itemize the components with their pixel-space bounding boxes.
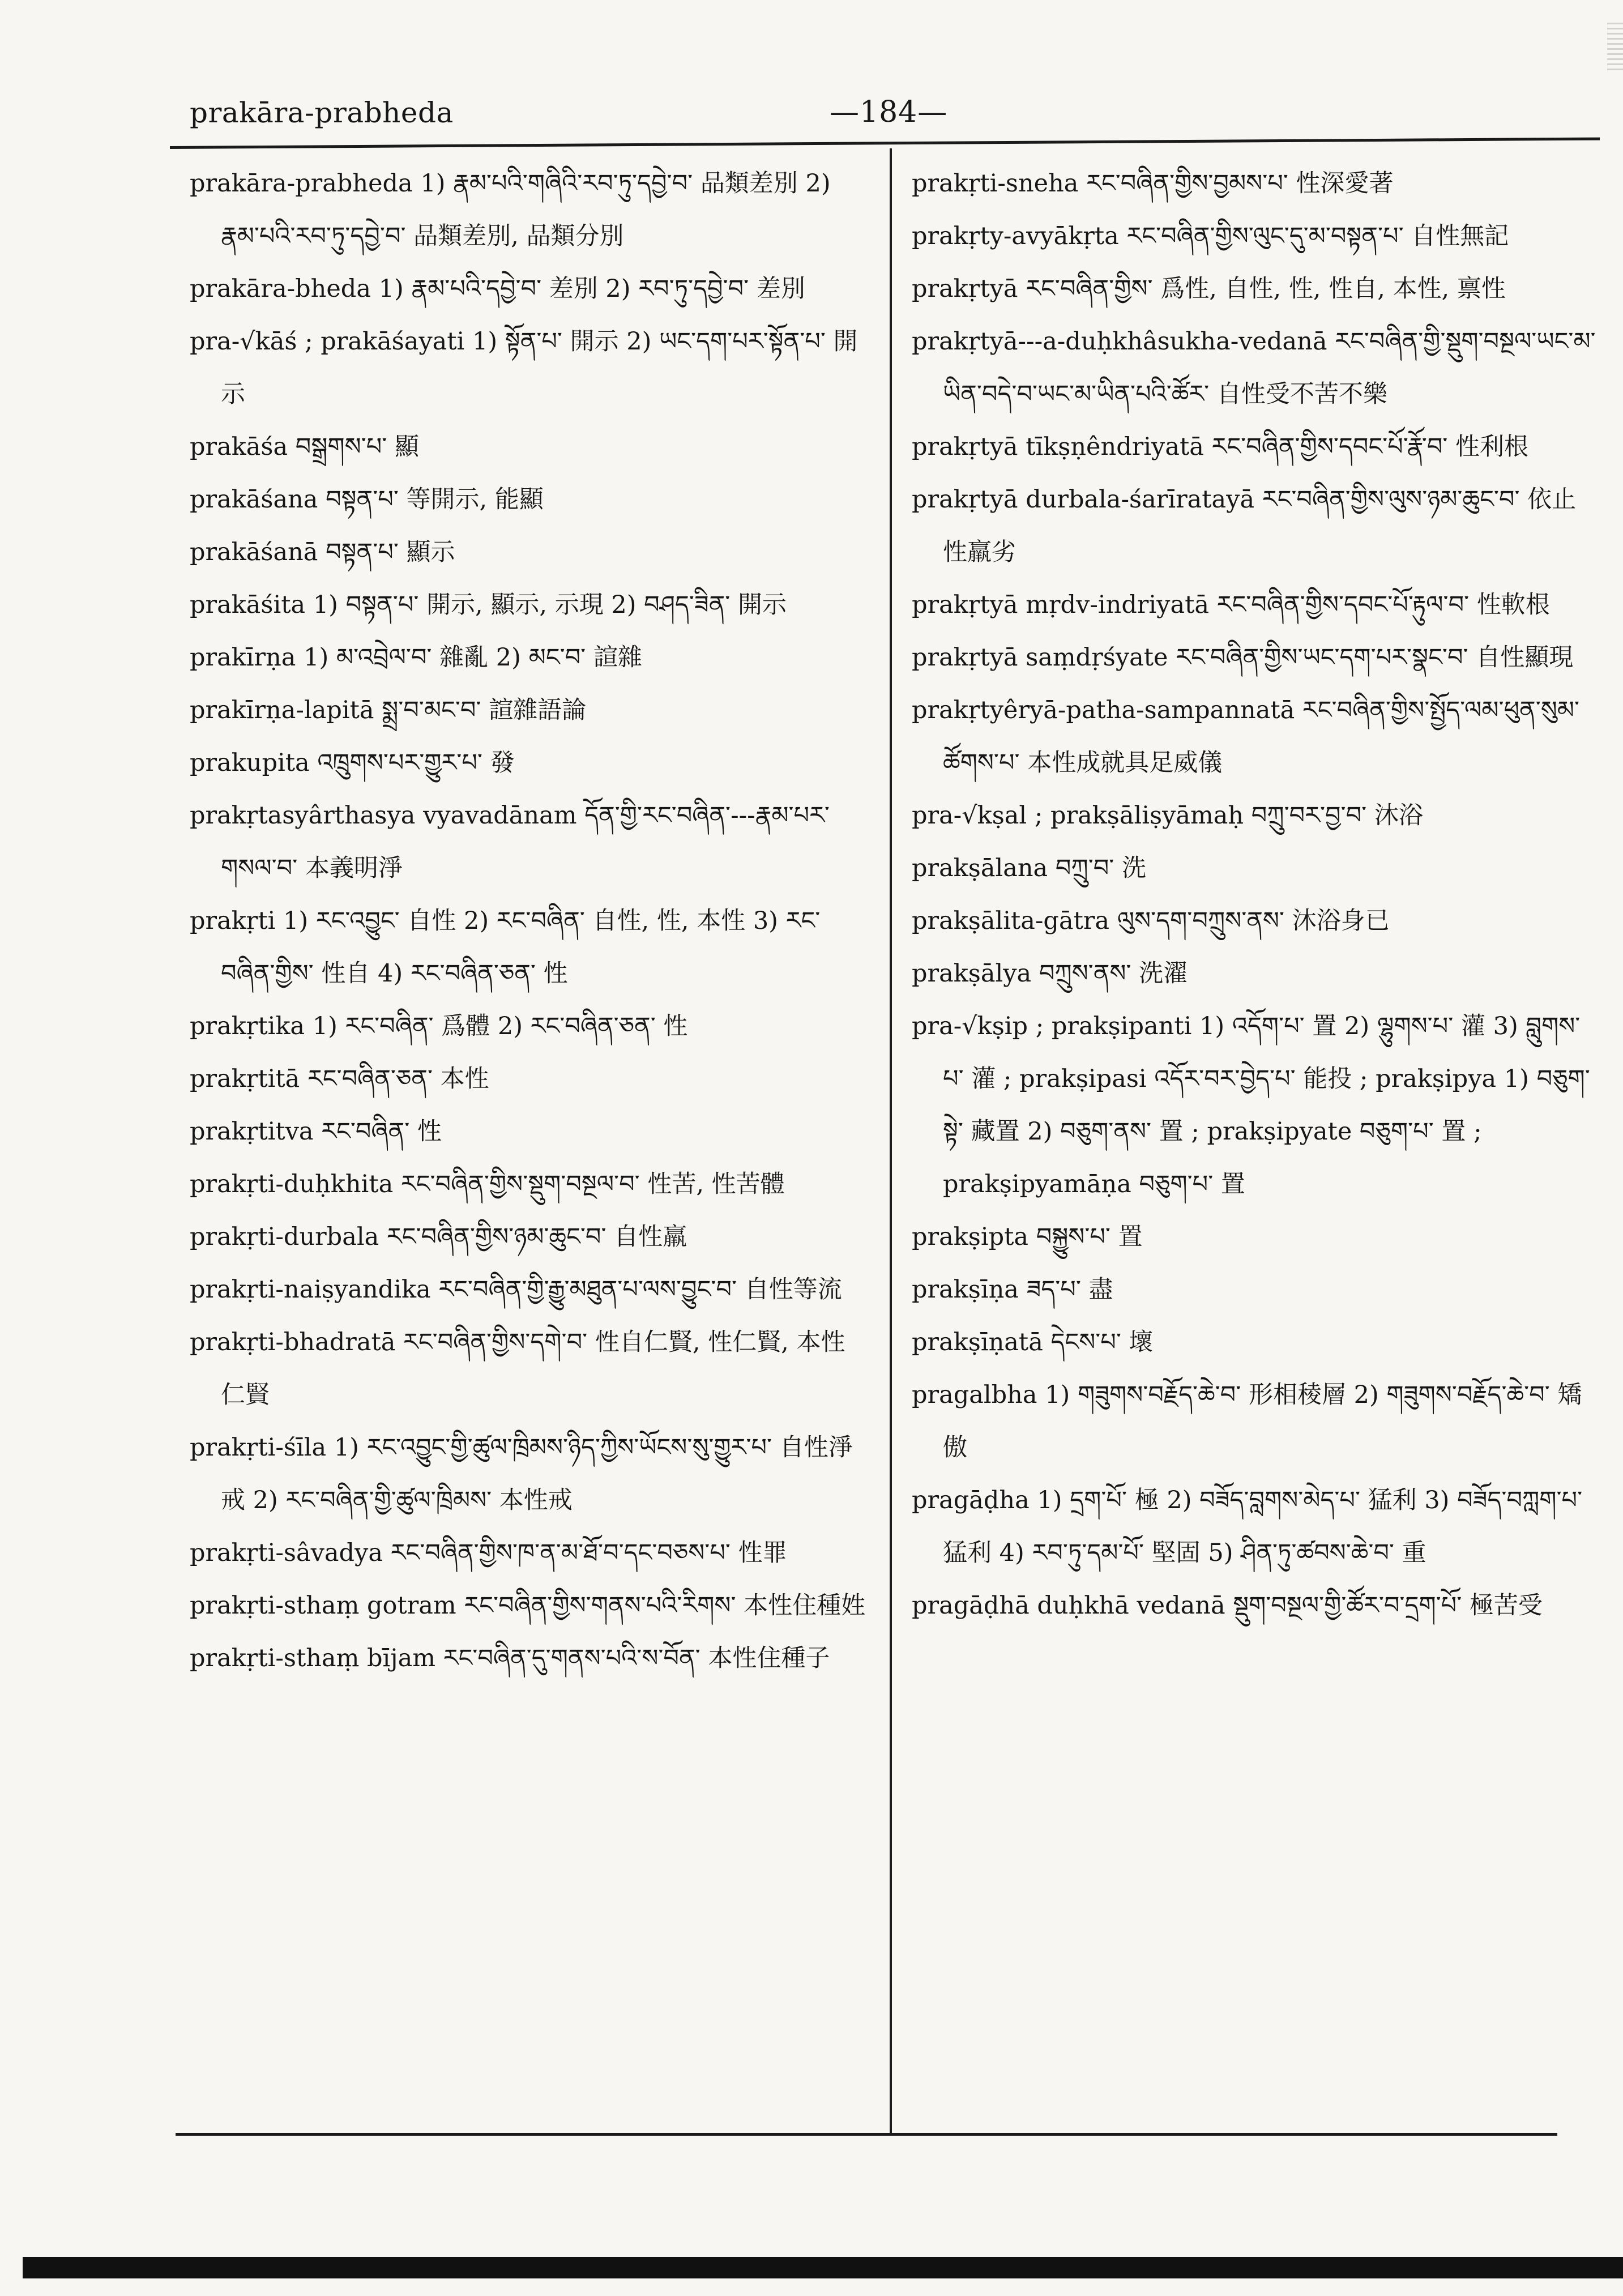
dictionary-entry: prakṛtyā རང་བཞིན་གྱིས་ 爲性, 自性, 性, 性自, 本性, 禀性 <box>912 275 1506 303</box>
top-rule <box>170 138 1600 149</box>
dictionary-entry: prakupita འཁྲུགས་པར་གྱུར་པ་ 發 <box>190 749 515 777</box>
dictionary-entry: prakṣālana བཀྲུ་བ་ 洗 <box>912 854 1146 882</box>
dictionary-entry: prakāśana བསྟན་པ་ 等開示, 能顯 <box>190 485 544 514</box>
dictionary-entry: pra-√kṣal ; prakṣāliṣyāmaḥ བཀྲུ་བར་བྱ་བ་ 沐浴 <box>912 801 1423 830</box>
dictionary-entry: prakṛtika 1) རང་བཞིན་ 爲體 2) རང་བཞིན་ཅན་ 性 <box>190 1012 688 1040</box>
dictionary-entry: prakāra-bheda 1) རྣམ་པའི་དབྱེ་བ་ 差別 2) རབ་ཏུ་དབྱེ་བ་ 差別 <box>190 275 805 303</box>
dictionary-entry: prakṛty-avyākṛta རང་བཞིན་གྱིས་ལུང་དུ་མ་བསྟན་པ་ 自性無記 <box>912 222 1509 250</box>
dictionary-entry: prakṛtyā durbala-śarīratayā རང་བཞིན་གྱིས་ལུས་ཉམ་ཆུང་བ་ 依止性羸劣 <box>912 485 1577 566</box>
dictionary-entry: prakṛtyêryā-patha-sampannatā རང་བཞིན་གྱིས་སྤྱོད་ལམ་ཕུན་སུམ་ཚོགས་པ་ 本性成就具足威儀 <box>912 696 1579 777</box>
dictionary-entry: pra-√kāś ; prakāśayati 1) སྟོན་པ་ 開示 2) ཡང་དག་པར་སྟོན་པ་ 開示 <box>190 327 858 408</box>
bottom-rule <box>176 2133 1557 2136</box>
dictionary-entry: prakṛti-bhadratā རང་བཞིན་གྱིས་དགེ་བ་ 性自仁賢, 性仁賢, 本性仁賢 <box>190 1328 845 1409</box>
dictionary-entry: prakāśa བསྒྲགས་པ་ 顯 <box>190 433 419 461</box>
dictionary-entry: prakāra-prabheda 1) རྣམ་པའི་གཞིའི་རབ་ཏུ་དབྱེ་བ་ 品類差別 2) རྣམ་པའི་རབ་ཏུ་དབྱེ་བ་ 品類差別, 品類分別 <box>190 169 831 250</box>
dictionary-entry: prakṛti-naiṣyandika རང་བཞིན་གྱི་རྒྱུ་མཐུན་པ་ལས་བྱུང་བ་ 自性等流 <box>190 1275 842 1304</box>
dictionary-entry: prakāśanā བསྟན་པ་ 顯示 <box>190 538 455 566</box>
dictionary-entry: prakīrṇa 1) མ་འབྲེལ་བ་ 雜亂 2) མང་བ་ 諠雜 <box>190 643 642 672</box>
page-number: —184— <box>830 95 948 129</box>
column-divider <box>890 148 892 2133</box>
dictionary-entry: prakṣīṇatā དེངས་པ་ 壞 <box>912 1328 1154 1356</box>
dictionary-entry: prakṛti-durbala རང་བཞིན་གྱིས་ཉམ་ཆུང་བ་ 自性羸 <box>190 1223 687 1251</box>
dictionary-entry: prakṛtyā mṛdv-indriyatā རང་བཞིན་གྱིས་དབང་པོ་རྟུལ་བ་ 性軟根 <box>912 591 1550 619</box>
running-head: prakāra-prabheda <box>190 96 454 129</box>
scan-edge-speckle <box>1607 23 1623 74</box>
dictionary-entry: prakṛti-duḥkhita རང་བཞིན་གྱིས་སྡུག་བསྔལ་བ་ 性苦, 性苦體 <box>190 1170 785 1198</box>
dictionary-entry: prakṛti-sthaṃ bījam རང་བཞིན་དུ་གནས་པའི་ས་བོན་ 本性住種子 <box>190 1644 830 1672</box>
dictionary-entry: prakṛtitā རང་བཞིན་ཅན་ 本性 <box>190 1065 489 1093</box>
dictionary-entry: pragalbha 1) གཟུགས་བརྗོད་ཆེ་བ་ 形相稜層 2) གཟུགས་བརྗོད་ཆེ་བ་ 矯傲 <box>912 1381 1582 1462</box>
dictionary-entry: prakṛtyā tīkṣṇêndriyatā རང་བཞིན་གྱིས་དབང་པོ་རྣོ་བ་ 性利根 <box>912 433 1529 461</box>
dictionary-entry: prakṣipta བསྐྱུས་པ་ 置 <box>912 1223 1143 1251</box>
dictionary-entry: prakṣālita-gātra ལུས་དག་བཀྲུས་ནས་ 沐浴身已 <box>912 907 1390 935</box>
scan-bottom-band <box>23 2257 1623 2278</box>
dictionary-entry: pra-√kṣip ; prakṣipanti 1) འདོག་པ་ 置 2) ལྷུགས་པ་ 灌 3) བླུགས་པ་ 灌 ; prakṣipasi འདོར་བར་བྱེད་པ་ 能投 ; prakṣipya 1) བཅུག་སྟེ་ 藏置 2) བཅུག་ནས་ 置 ; prakṣipyate བཅུག་པ་ 置 ; prakṣipyamāṇa བཅུག་པ་ 置 <box>912 1012 1590 1198</box>
dictionary-entry: prakṛti-sthaṃ gotram རང་བཞིན་གྱིས་གནས་པའི་རིགས་ 本性住種姓 <box>190 1591 866 1620</box>
dictionary-entry: prakṛtitva རང་བཞིན་ 性 <box>190 1117 442 1146</box>
dictionary-entry: prakṛti 1) རང་འབྱུང་ 自性 2) རང་བཞིན་ 自性, 性, 本性 3) རང་བཞིན་གྱིས་ 性自 4) རང་བཞིན་ཅན་ 性 <box>190 907 821 988</box>
dictionary-entry: pragāḍha 1) དྲག་པོ་ 極 2) བཟོད་བླགས་མེད་པ་ 猛利 3) བཟོད་བཀླག་པ་ 猛利 4) རབ་ཏུ་དམ་པོ་ 堅固 5) ཤིན་ཏུ་ཚབས་ཆེ་བ་ 重 <box>912 1486 1583 1567</box>
dictionary-entry: prakṛtasyârthasya vyavadānam དོན་གྱི་རང་བཞིན་---རྣམ་པར་གསལ་བ་ 本義明淨 <box>190 801 830 882</box>
left-column <box>190 157 869 1685</box>
dictionary-entry: prakṛti-sneha རང་བཞིན་གྱིས་བྱམས་པ་ 性深愛著 <box>912 169 1394 198</box>
dictionary-entry: prakṣīṇa ཟད་པ་ 盡 <box>912 1275 1113 1304</box>
dictionary-entry: prakṛti-śīla 1) རང་འབྱུང་གྱི་ཚུལ་ཁྲིམས་ཉིད་ཀྱིས་ཡོངས་སུ་གྱུར་པ་ 自性淨戒 2) རང་བཞིན་གྱི་ཚུལ་ཁྲིམས་ 本性戒 <box>190 1433 853 1514</box>
dictionary-entry: prakṣālya བཀྲུས་ནས་ 洗濯 <box>912 959 1188 988</box>
right-column <box>912 157 1597 1632</box>
dictionary-entry: pragāḍhā duḥkhā vedanā སྡུག་བསྔལ་གྱི་ཚོར་བ་དྲག་པོ་ 極苦受 <box>912 1591 1543 1620</box>
dictionary-entry: prakṛti-sâvadya རང་བཞིན་གྱིས་ཁ་ན་མ་ཐོ་བ་དང་བཅས་པ་ 性罪 <box>190 1539 787 1567</box>
dictionary-entry: prakṛtyā saṃdṛśyate རང་བཞིན་གྱིས་ཡང་དག་པར་སྣང་བ་ 自性顯現 <box>912 643 1574 672</box>
dictionary-entry: prakāśita 1) བསྟན་པ་ 開示, 顯示, 示現 2) བཤད་ཟིན་ 開示 <box>190 591 787 619</box>
dictionary-entry: prakīrṇa-lapitā སྨྲ་བ་མང་བ་ 諠雜語論 <box>190 696 587 724</box>
dictionary-entry: prakṛtyā---a-duḥkhâsukha-vedanā རང་བཞིན་གྱི་སྡུག་བསྔལ་ཡང་མ་ཡིན་བདེ་བ་ཡང་མ་ཡིན་པའི་ཚོར་ 自性受不苦不樂 <box>912 327 1596 408</box>
